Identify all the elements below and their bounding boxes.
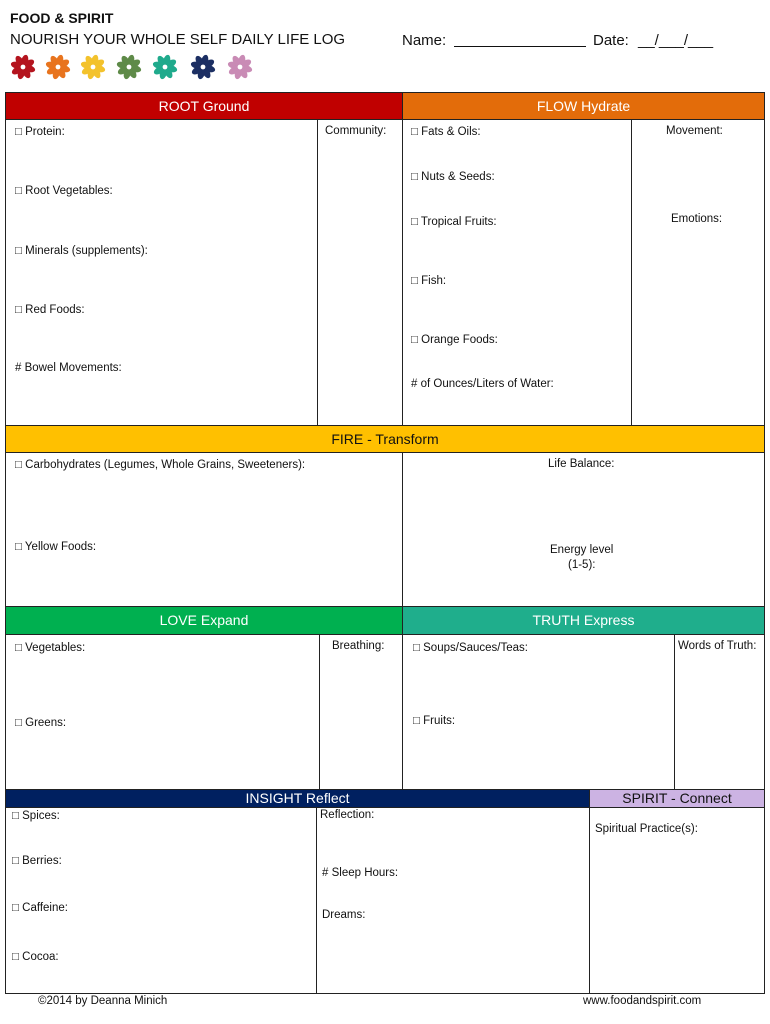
sleep-hours-label: # Sleep Hours: bbox=[322, 867, 399, 879]
vegetables-item[interactable]: □ Vegetables: bbox=[15, 642, 86, 654]
energy-scale-label: (1-5): bbox=[568, 559, 596, 571]
dreams-label: Dreams: bbox=[322, 909, 366, 921]
fish-item[interactable]: □ Fish: bbox=[411, 275, 447, 287]
flower-icon bbox=[80, 54, 106, 80]
red-foods-item[interactable]: □ Red Foods: bbox=[15, 304, 85, 316]
protein-item[interactable]: □ Protein: bbox=[15, 126, 65, 138]
greens-item[interactable]: □ Greens: bbox=[15, 717, 67, 729]
flower-icon bbox=[152, 54, 178, 80]
yellow-foods-item[interactable]: □ Yellow Foods: bbox=[15, 541, 97, 553]
name-label: Name: bbox=[402, 32, 447, 49]
spiritual-practices-label: Spiritual Practice(s): bbox=[595, 823, 698, 835]
fruits-item[interactable]: □ Fruits: bbox=[413, 715, 456, 727]
movement-label: Movement: bbox=[666, 125, 723, 137]
energy-level-label: Energy level bbox=[550, 544, 614, 556]
caffeine-item[interactable]: □ Caffeine: bbox=[12, 902, 68, 914]
fire-header: FIRE - Transform bbox=[6, 426, 764, 452]
fats-oils-item[interactable]: □ Fats & Oils: bbox=[411, 126, 481, 138]
flower-icon bbox=[10, 54, 36, 80]
reflection-label: Reflection: bbox=[320, 809, 375, 821]
log-frame bbox=[5, 92, 765, 994]
love-header: LOVE Expand bbox=[6, 607, 402, 634]
minerals-item[interactable]: □ Minerals (supplements): bbox=[15, 245, 148, 257]
flower-icon bbox=[190, 54, 216, 80]
root-vegetables-item[interactable]: □ Root Vegetables: bbox=[15, 185, 113, 197]
flower-icon bbox=[227, 54, 253, 80]
date-label: Date: bbox=[593, 32, 629, 49]
page-subtitle: NOURISH YOUR WHOLE SELF DAILY LIFE LOG bbox=[10, 31, 346, 48]
soups-sauces-teas-item[interactable]: □ Soups/Sauces/Teas: bbox=[413, 642, 528, 654]
orange-foods-item[interactable]: □ Orange Foods: bbox=[411, 334, 498, 346]
tropical-fruits-item[interactable]: □ Tropical Fruits: bbox=[411, 216, 497, 228]
community-label: Community: bbox=[325, 125, 387, 137]
words-of-truth-label: Words of Truth: bbox=[678, 640, 757, 652]
nuts-seeds-item[interactable]: □ Nuts & Seeds: bbox=[411, 171, 495, 183]
spices-item[interactable]: □ Spices: bbox=[12, 810, 60, 822]
flow-header: FLOW Hydrate bbox=[403, 93, 764, 119]
cocoa-item[interactable]: □ Cocoa: bbox=[12, 951, 59, 963]
page-title: FOOD & SPIRIT bbox=[10, 10, 114, 26]
carbohydrates-item[interactable]: □ Carbohydrates (Legumes, Whole Grains, Sweeteners): bbox=[15, 459, 306, 471]
insight-header: INSIGHT Reflect bbox=[6, 790, 589, 807]
website-link[interactable]: www.foodandspirit.com bbox=[583, 995, 702, 1007]
flower-icon bbox=[45, 54, 71, 80]
life-balance-label: Life Balance: bbox=[548, 458, 615, 470]
truth-header: TRUTH Express bbox=[403, 607, 764, 634]
emotions-label: Emotions: bbox=[671, 213, 723, 225]
berries-item[interactable]: □ Berries: bbox=[12, 855, 62, 867]
root-header: ROOT Ground bbox=[6, 93, 402, 119]
breathing-label: Breathing: bbox=[332, 640, 385, 652]
flower-icon bbox=[116, 54, 142, 80]
water-label: # of Ounces/Liters of Water: bbox=[411, 378, 554, 390]
name-field-line[interactable] bbox=[454, 46, 586, 47]
spirit-header: SPIRIT - Connect bbox=[590, 790, 764, 807]
bowel-movements-label: # Bowel Movements: bbox=[15, 362, 122, 374]
copyright-text: ©2014 by Deanna Minich bbox=[38, 995, 168, 1007]
date-blanks[interactable]: __/___/___ bbox=[638, 32, 714, 49]
